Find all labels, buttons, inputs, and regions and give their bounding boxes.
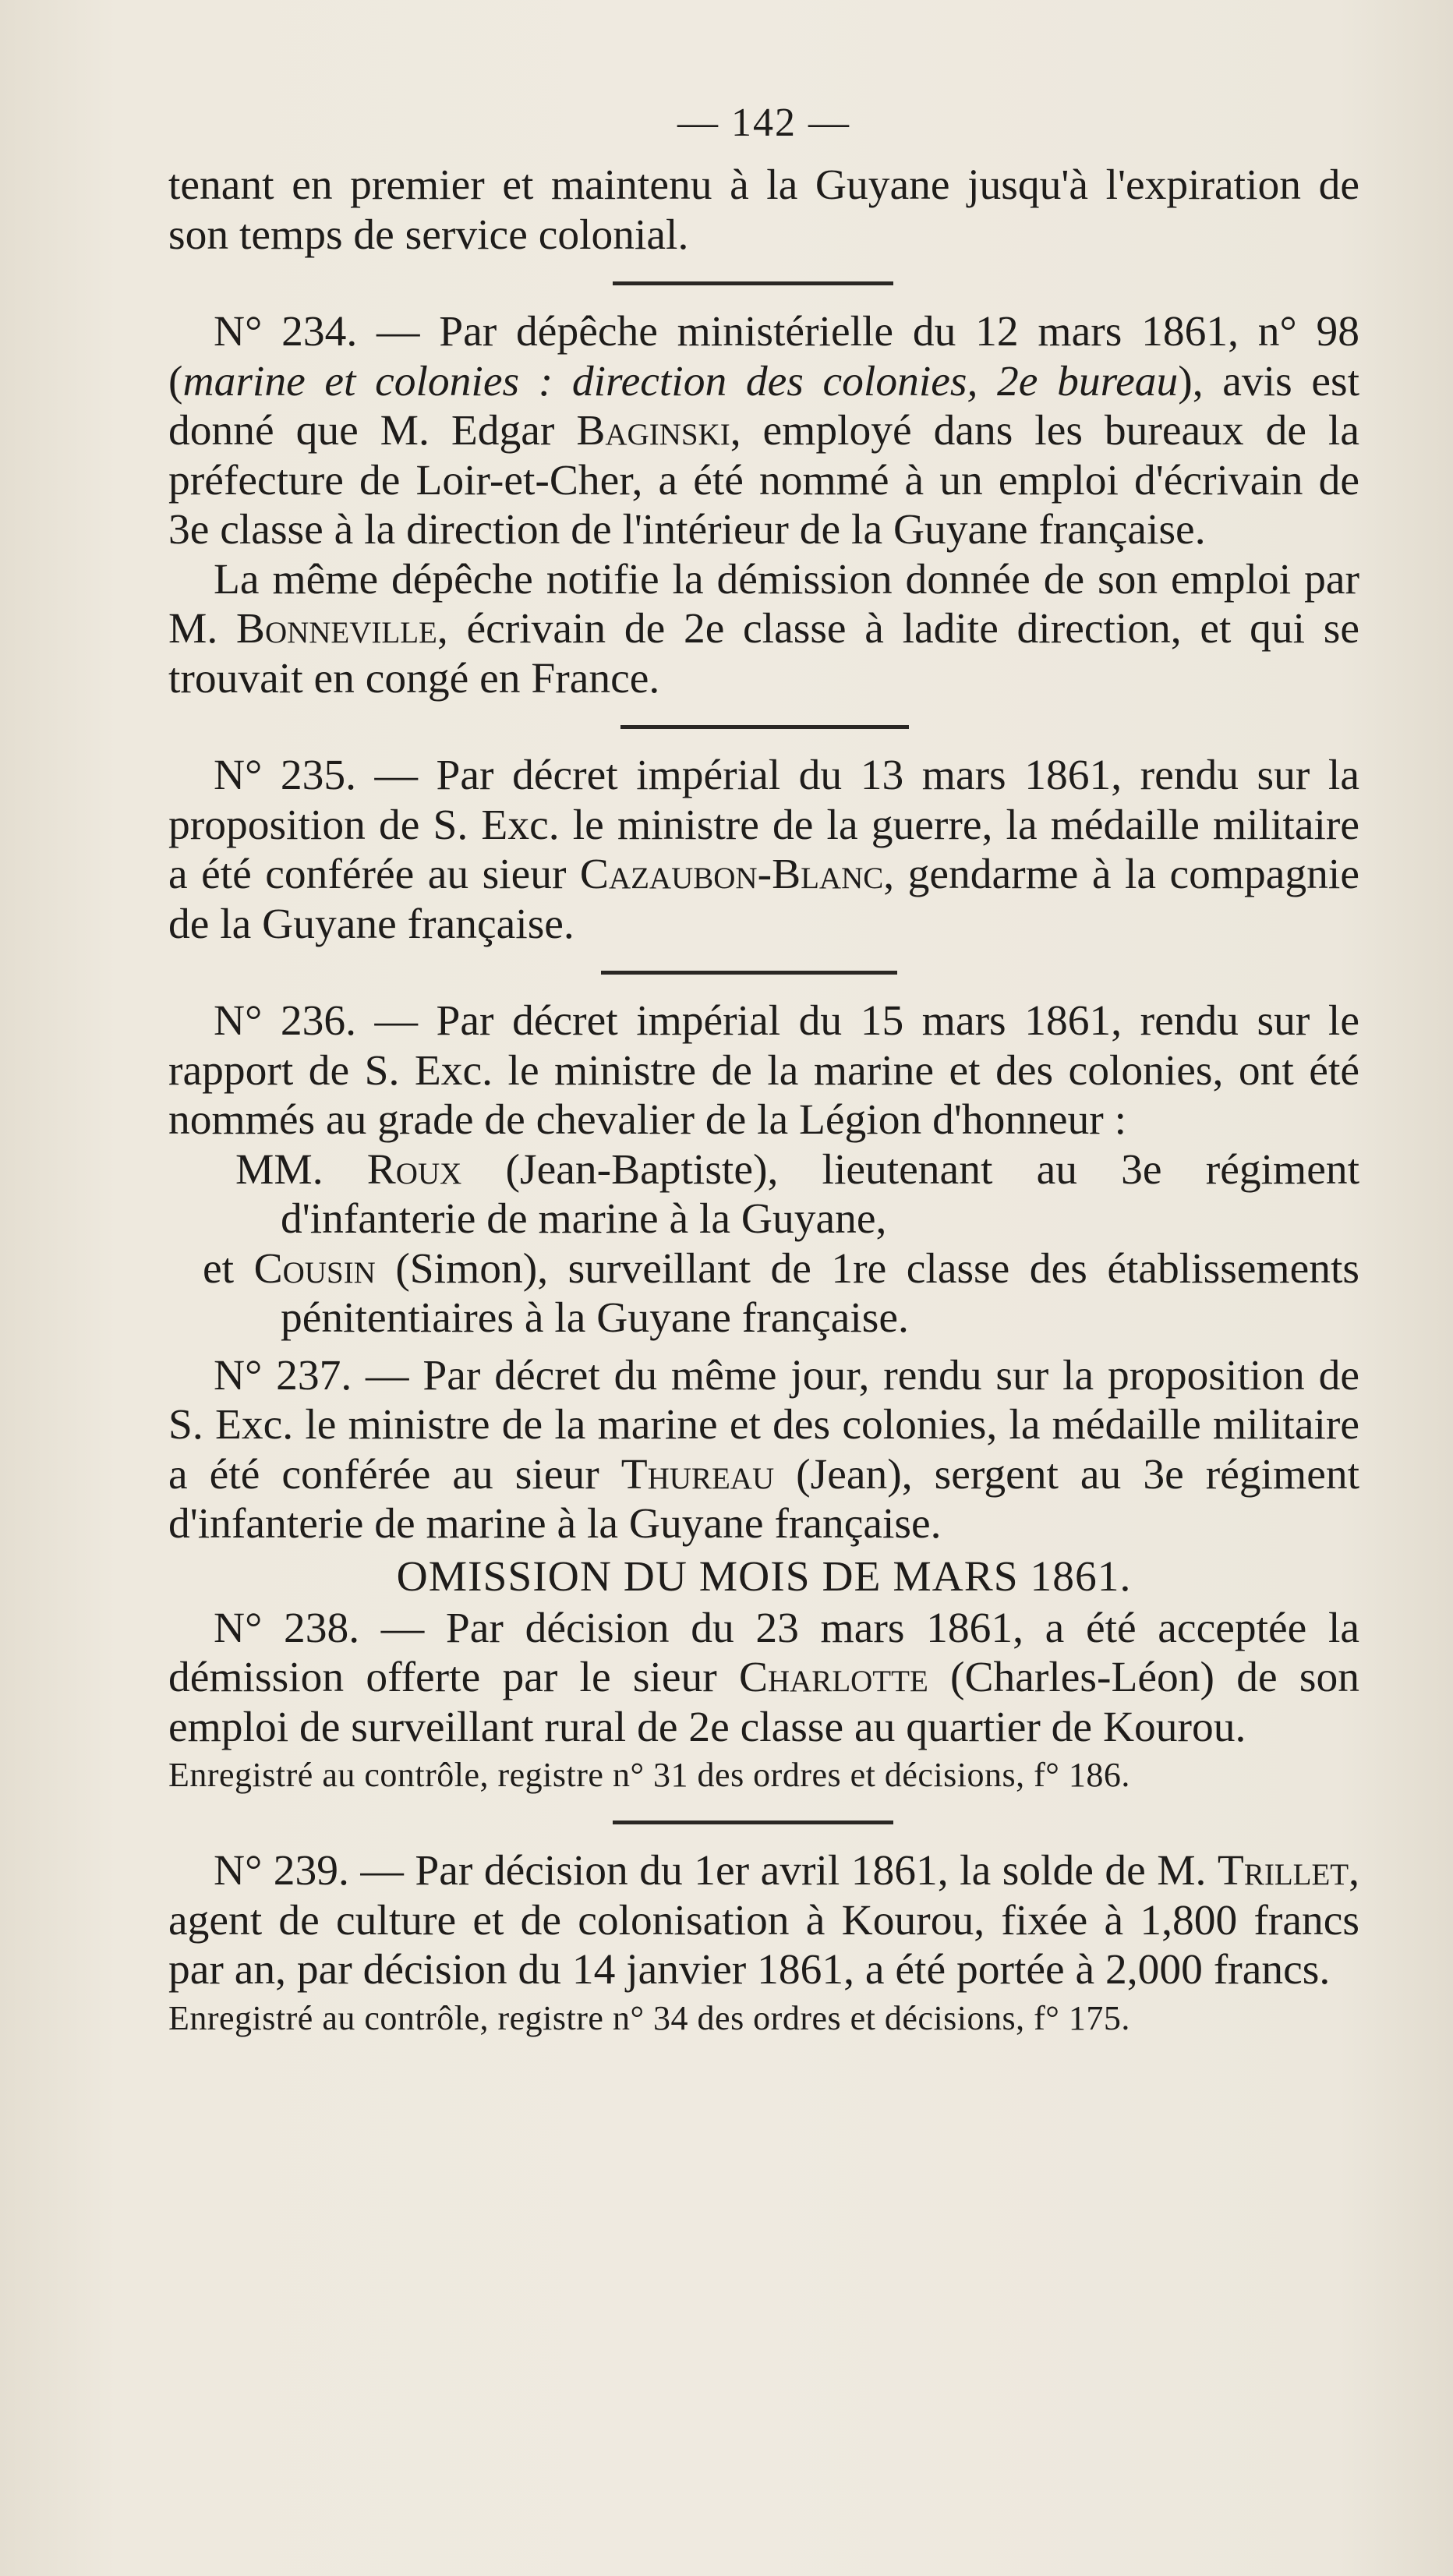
entry-number: N° 235. — [214, 752, 356, 799]
entry-text: (Jean), sergent au 3e régiment d'infanterie de marine à la Guyane française. — [168, 1450, 1359, 1548]
item-text: (Jean-Baptiste), lieutenant au 3e régiment d'infanterie de marine à la Guyane, — [281, 1145, 1359, 1243]
item-text: (Simon), surveillant de 1re classe des établissements pénitentiaires à la Guyane française. — [281, 1244, 1359, 1342]
entry-236-item-1 — [168, 1145, 1359, 1244]
entry-236-item-2 — [168, 1244, 1359, 1343]
person-name: Charlotte — [738, 1654, 928, 1701]
entry-text: (Charles-Léon) de son emploi de surveillant rural de 2e classe au quartier de Kourou. — [168, 1654, 1359, 1751]
entry-236 — [168, 996, 1359, 1145]
omission-heading: OMISSION DU MOIS DE MARS 1861. — [396, 1552, 1132, 1601]
page-content — [168, 92, 1359, 2042]
person-name: Bonneville — [235, 605, 437, 653]
entry-text: , agent de culture et de colonisation à Kourou, fixée à 1,800 francs par an, par décision du 14 janvier 1861, a été portée à 2,000 francs. — [168, 1847, 1359, 1994]
entry-text: — Par décret impérial du 15 mars 1861, rendu sur le rapport de S. Exc. le ministre de la marine et des colonies, ont été nommés au grade de chevalier de la Légion d'honneur : — [168, 997, 1359, 1144]
entry-text: La même dépêche notifie la démission donnée de son emploi par M. — [168, 555, 1359, 653]
entry-235 — [168, 751, 1359, 949]
entry-234 — [168, 307, 1359, 555]
entry-text: — Par décret du même jour, rendu sur la proposition de S. Exc. le ministre de la marine et des colonies, la médaille militaire a été conférée au sieur — [168, 1351, 1359, 1499]
separator-rule — [613, 281, 893, 285]
spacer — [168, 1343, 1359, 1351]
separator-rule — [601, 971, 897, 975]
entry-text: — Par décret impérial du 13 mars 1861, rendu sur la proposition de S. Exc. le ministre de la guerre, la médaille militaire a été conférée au sieur — [168, 752, 1359, 898]
entry-number: N° 237. — [214, 1351, 352, 1399]
entry-text: — Par décision du 23 mars 1861, a été acceptée la démission offerte par le sieur — [168, 1604, 1359, 1701]
entry-239 — [168, 1846, 1359, 1995]
continuation-paragraph: tenant en premier et maintenu à la Guyane jusqu'à l'expiration de son temps de service colonial. — [168, 161, 1359, 259]
entry-text: — Par décision du 1er avril 1861, la solde de M. — [348, 1847, 1218, 1895]
entry-234-paragraph-2 — [168, 555, 1359, 704]
item-prefix: et — [203, 1244, 254, 1293]
person-name: Cousin — [253, 1244, 376, 1293]
item-prefix: MM. — [235, 1145, 367, 1194]
entry-text: — Par dépêche ministérielle du 12 mars 1861, n° 98 ( — [168, 308, 1360, 405]
person-name: Roux — [366, 1145, 462, 1194]
entry-text: , écrivain de 2e classe à ladite direction, et qui se trouvait en congé en France. — [168, 605, 1359, 702]
entry-text: ), avis est donné que M. Edgar — [168, 357, 1359, 455]
entry-number: N° 236. — [214, 997, 356, 1045]
entry-237 — [168, 1351, 1359, 1549]
registration-note: Enregistré au contrôle, registre n° 34 des ordres et décisions, f° 175. — [168, 1998, 1130, 2037]
person-name: Thureau — [620, 1450, 775, 1499]
separator-rule — [620, 725, 909, 729]
entry-number: N° 239. — [214, 1847, 349, 1895]
entry-italic-text: marine et colonies : direction des colonies, 2e bureau — [182, 357, 1179, 405]
person-name: Baginski — [576, 407, 730, 455]
entry-238 — [168, 1604, 1359, 1753]
separator-rule — [613, 1821, 893, 1824]
entry-text: , employé dans les bureaux de la préfecture de Loir-et-Cher, a été nommé à un emploi d'écrivain de 3e classe à la direction de l'intérieur de la Guyane française. — [168, 407, 1359, 554]
person-name: Trillet — [1217, 1847, 1349, 1895]
registration-note: Enregistré au contrôle, registre n° 31 des ordres et décisions, f° 186. — [168, 1756, 1130, 1794]
person-name: Cazaubon-Blanc — [579, 851, 884, 898]
page-number: — 142 — — [677, 101, 850, 145]
entry-number: N° 238. — [214, 1604, 360, 1652]
entry-number: N° 234. — [214, 308, 358, 356]
entry-text: , gendarme à la compagnie de la Guyane française. — [168, 851, 1359, 948]
